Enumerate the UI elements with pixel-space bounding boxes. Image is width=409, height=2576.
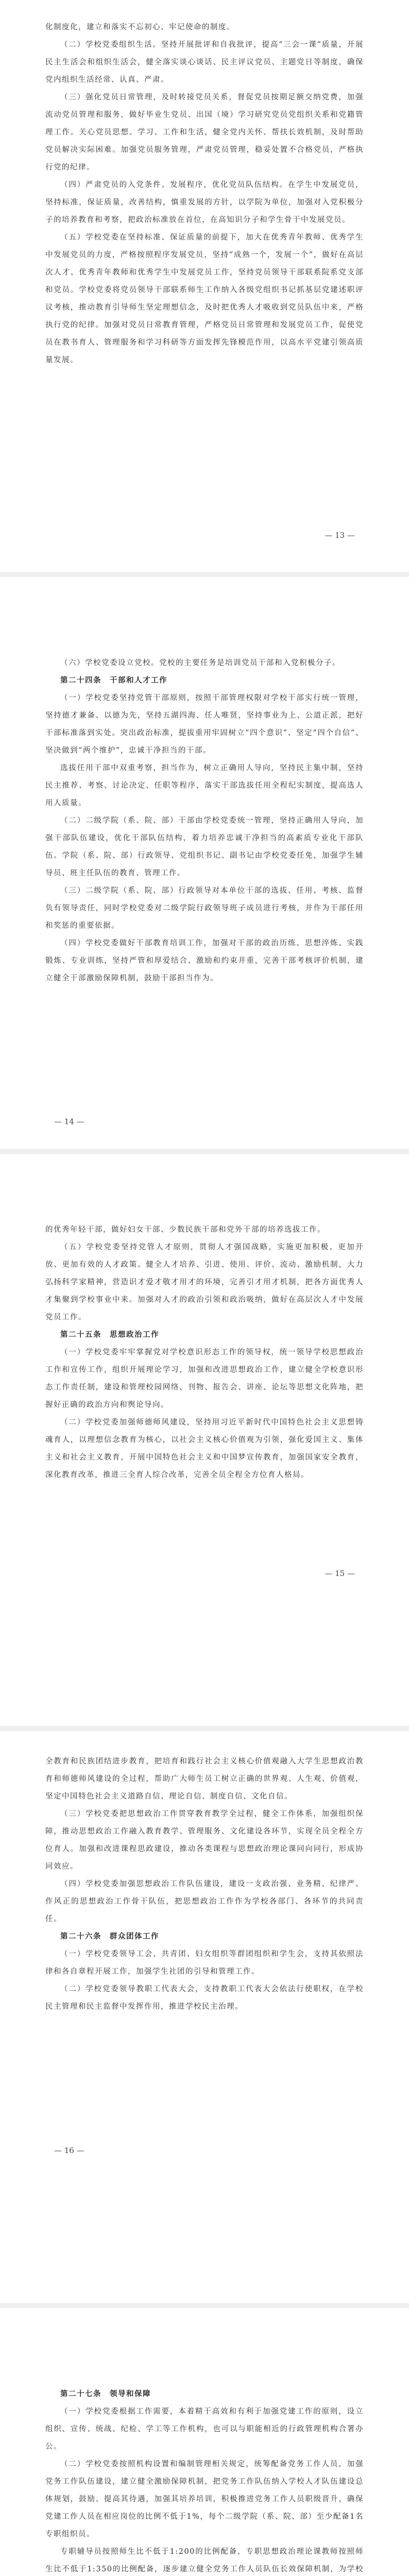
page-body [45, 1221, 364, 1484]
paragraph: 的优秀年轻干部，做好妇女干部、少数民族干部和党外干部的培养选拔工作。 [45, 1226, 326, 1234]
page-separator [0, 1726, 409, 1731]
paragraph: （五）学校党委在坚持标准、保证质量的前提下，加大在优秀青年教师、优秀学生中发展党员的力度，严格按照程序发展党员，坚持“成熟一个，发展一个”，做好在高层次人才、优秀青年教师和优秀学生中发展党员工作，坚持党员领导干部联系院系党支部和党员。学校党委将党员领导干部联系师生工作纳入各级党组织书记抓基层党建述职评议考核，推动教育引导师生坚定理想信念，及时把优秀人才吸收到党员队伍中来，严格执行党的纪律。加强对党员日常教育管理，严格党员日常管理和发展党员工作，促使党员在教书育人、管理服务和学习科研等方面发挥先锋模范作用，以高水平党建引领高质量发展。 [45, 233, 364, 364]
paragraph: （六）学校党委设立党校。党校的主要任务是培训党员干部和入党积极分子。 [60, 659, 340, 667]
page-body [45, 2385, 364, 2576]
section-heading: 第二十五条 思想政治工作 [60, 1331, 159, 1339]
page-number: — 15 — [325, 1569, 355, 1578]
paragraph: 化制度化，建立和落实不忘初心、牢记使命的制度。 [45, 23, 235, 31]
paragraph: （二）学校党委加强师德师风建设，坚持用习近平新时代中国特色社会主义思想铸魂育人，以理想信念教育为核心，以社会主义核心价值观为引领，强化爱国主义、集体主义和社会主义教育，开展中国特色社会主义和中国梦宣传教育，加强国家安全教育，深化教育改革，推进三全育人综合改革，完善全员全程全方位育人格局。 [45, 1418, 364, 1479]
paragraph: （二）二级学院（系、院、部）干部由学校党委统一管理，坚持正确用人导向，加强干部队伍建设，优化干部队伍结构，着力培养忠诚干净担当的高素质专业化干部队伍。学院（系、院、部）行政领导、党组织书记、副书记由学校党委任免，加强学生辅导员、班主任队伍的教育、管理工作。 [45, 817, 364, 877]
paragraph: （一）学校党委牢牢掌握党对学校意识形态工作的领导权，统一领导学校思想政治工作和宣传工作，组织开展理论学习，加强和改进思想政治工作，建立健全学校意识形态工作责任制，建设和管理校园网络、刊物、报告会、讲座、论坛等思想文化阵地，把握好正确的政治方向和舆论导向。 [45, 1348, 364, 1409]
paragraph: （四）学校党委做好干部教育培训工作，加强对干部的政治历练、思想淬炼、实践锻炼、专业训练，坚持严管和厚爱结合、激励和约束并重，完善干部考核评价机制，建立健全干部激励保障机制，鼓励干部担当作为。 [45, 939, 364, 982]
paragraph: （二）学校党委按照机构设置和编制管理相关规定，统筹配备党务工作人员，加强党务工作队伍建设，建立健全激励保障机制，把党务工作队伍纳入学校人才队伍建设总体规划，鼓励、提高其待遇，加强其培养培训，积极推进党务工作人员职级晋升，确保党建工作人员在相应岗位的比例不低于1%，每个二级学院（系、院、部）至少配备1名专职组织员。 [45, 2460, 364, 2538]
paragraph: （四）严肃党员的入党条件、发展程序，优化党员队伍结构。在学生中发展党员，坚持标准，保证质量，改善结构，慎重发展的方针，以学院为单位，加强对入党积极分子的培养教育和考察，把政治标准放在首位，在高知识分子和学生骨干中发展党员。 [45, 181, 364, 224]
paragraph: 专职辅导员按照师生比不低于1:200的比例配备，专职思想政治理论课教师按照师生比不低于1:350的比例配备，逐步建立健全党务工作人员队伍长效保障机制，为学校 [45, 2548, 364, 2573]
paragraph: （三）强化党员日常管理，及时转接党员关系，督促党员按期足额交纳党费，加强流动党员管理和服务，做好毕业生党员、出国（境）学习研究党员党组织关系和党籍管理工作。关心党员思想、学习、工作和生活，健全党内关怀、帮扶长效机制，及时帮助党员解决实际困难。加强党员服务管理，严肃党员管理，稳妥处置不合格党员，严格执行党的纪律。 [45, 93, 364, 172]
page-separator [0, 1149, 409, 1154]
page-body [45, 1753, 364, 2015]
paragraph: （二）学校党委组织生活。坚持开展批评和自我批评，提高“三会一课”质量，开展民主生活会和组织生活会，健全落实谈心谈话、民主评议党员、主题党日等制度，确保党内组织生活经常、认真、严肃。 [45, 41, 364, 84]
paragraph: （三）学校党委把思想政治工作贯穿教育教学全过程，健全工作体系，加强组织保障，推动思想政治工作融入教育教学、管理服务、文化建设各环节，实现全员全程全方位育人。加强和改进课程思政建设，推动各类课程与思想政治理论课同向同行，形成协同效应。 [45, 1810, 364, 1871]
document-page-14 [0, 577, 409, 1149]
section-heading: 第二十七条 领导和保障 [60, 2390, 151, 2398]
paragraph: 全教育和民族团结进步教育，把培育和践行社会主义核心价值观融入大学生思想政治教育和师德师风建设的全过程，帮助广大师生员工树立正确的世界观、人生观、价值观，坚定中国特色社会主义道路自信、理论自信、制度自信、文化自信。 [45, 1757, 364, 1801]
section-heading: 第二十四条 干部和人才工作 [60, 676, 167, 685]
page-number: — 16 — [54, 2146, 84, 2155]
section-heading: 第二十六条 群众团体工作 [60, 1933, 159, 1941]
paragraph: （五）学校党委坚持党管人才原则，贯彻人才强国战略，实施更加积极、更加开放、更加有效的人才政策。健全人才培养、引进、使用、评价、流动、激励机制，大力弘扬科学家精神，营造识才爱才敬才用才的环境，完善引才用才机制，把各方面优秀人才集聚到学校事业中来。加强对人才的政治引领和政治吸纳，做好在高层次人才中发展党员工作。 [45, 1243, 364, 1321]
document-page-17 [0, 2308, 409, 2576]
paragraph: （四）学校党委加强思想政治工作队伍建设，建设一支政治强、业务精、纪律严、作风正的思想政治工作骨干队伍，把思想政治工作作为学校各部门、各环节的共同责任。 [45, 1880, 364, 1923]
paragraph: （二）学校党委领导教职工代表大会，支持教职工代表大会依法行使职权，在学校民主管理和民主监督中发挥作用，推进学校民主治理。 [45, 1985, 364, 2011]
page-separator [0, 572, 409, 577]
paragraph: （一）学校党委领导工会、共青团、妇女组织等群团组织和学生会，支持其依照法律和各自章程开展工作，加强学生社团的引导和管理工作。 [45, 1950, 364, 1976]
page-number: — 13 — [325, 531, 355, 540]
paragraph: （三）二级学院（系、院、部）行政领导对本单位干部的选拔、任用、考核、监督负有领导责任，同时学校党委对二级学院行政领导班子成员进行考核，并作为干部任用和奖惩的重要依据。 [45, 887, 364, 930]
page-separator [0, 2303, 409, 2308]
page-body [45, 19, 364, 369]
paragraph: 选拔任用干部中双重考察，担当作为，树立正确用人导向，坚持民主集中制，坚持民主推荐、考察、讨论决定、任职等程序，落实干部选拔任用全程纪实制度，提高选人用人质量。 [45, 764, 364, 807]
paragraph: （一）学校党委坚持党管干部原则，按照干部管理权限对学校干部实行统一管理，坚持德才兼备、以德为先，坚持五湖四海、任人唯贤，坚持事业为上、公道正派，把好干部标准落到实处。突出政治标准，提拔重用牢固树立“四个意识”、坚定“四个自信”、坚决做到“两个维护”，忠诚干净担当的干部。 [45, 694, 364, 755]
page-number: — 14 — [54, 1117, 84, 1126]
paragraph: （一）学校党委根据工作需要，本着精干高效和有利于加强党建工作的原则，设立组织、宣传、统战、纪检、学工等工作机构，也可以与职能相近的行政管理机构合署办公。 [45, 2408, 364, 2451]
page-body [45, 654, 364, 987]
document-page-16 [0, 1731, 409, 2303]
document-page-13 [0, 0, 409, 572]
document-page-15 [0, 1154, 409, 1726]
